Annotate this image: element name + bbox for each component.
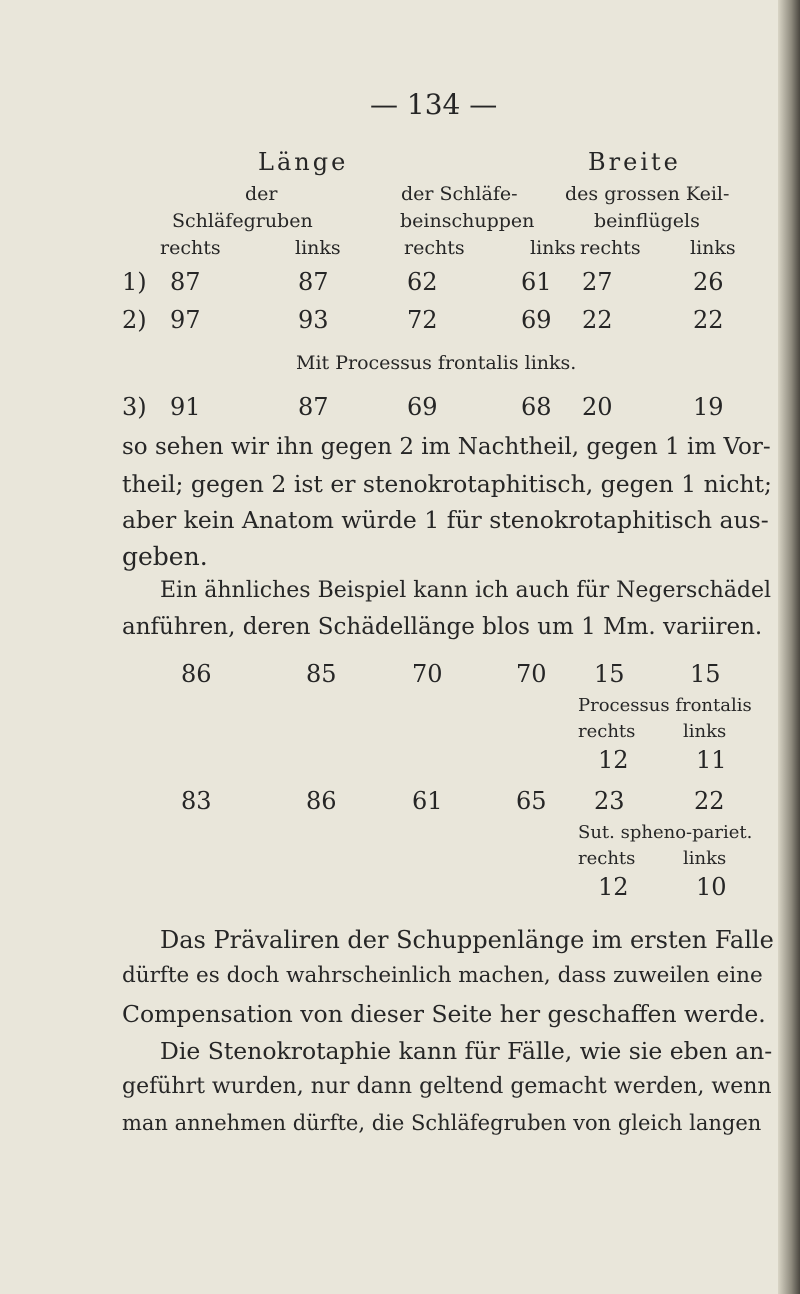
header-rechts-2: rechts [404, 237, 465, 259]
text-line: aber kein Anatom würde 1 für stenokrotaphitisch aus- [122, 506, 769, 534]
table-cell: 97 [170, 306, 201, 334]
row3-label: 3) [122, 393, 147, 421]
header-schlaefegruben-line1: der [245, 183, 278, 205]
table-cell: 68 [521, 393, 552, 421]
table-cell: 10 [696, 873, 727, 901]
table-cell: 91 [170, 393, 201, 421]
sub-title-sutura: Sut. spheno-pariet. [578, 822, 753, 843]
table-cell: 62 [407, 268, 438, 296]
header-laenge: Länge [258, 148, 349, 176]
table-cell: 85 [306, 660, 337, 688]
sub-rechts: rechts [578, 848, 636, 869]
table-cell: 69 [521, 306, 552, 334]
table-cell: 83 [181, 787, 212, 815]
table-cell: 27 [582, 268, 613, 296]
table-cell: 11 [696, 746, 727, 774]
text-line: Ein ähnliches Beispiel kann ich auch für Negerschädel [160, 578, 772, 603]
table-cell: 22 [693, 306, 724, 334]
table-cell: 65 [516, 787, 547, 815]
table-cell: 23 [594, 787, 625, 815]
table-cell: 22 [694, 787, 725, 815]
table-cell: 69 [407, 393, 438, 421]
sub-links: links [683, 848, 727, 869]
text-line: dürfte es doch wahrscheinlich machen, dass zuweilen eine [122, 963, 763, 988]
table-cell: 12 [598, 873, 629, 901]
page-number: — 134 — [370, 88, 498, 121]
table-cell: 86 [306, 787, 337, 815]
table-cell: 70 [516, 660, 547, 688]
sub-rechts: rechts [578, 721, 636, 742]
header-schuppen-line1: der Schläfe- [401, 183, 518, 205]
text-line: man annehmen dürfte, die Schläfegruben von gleich langen [122, 1111, 762, 1135]
table-cell: 72 [407, 306, 438, 334]
header-rechts-3: rechts [580, 237, 641, 259]
text-line: so sehen wir ihn gegen 2 im Nachtheil, gegen 1 im Vor- [122, 434, 771, 460]
table-cell: 19 [693, 393, 724, 421]
page-edge-shadow [778, 0, 800, 1294]
row2-label: 2) [122, 306, 147, 334]
text-line: geben. [122, 542, 208, 571]
table-cell: 70 [412, 660, 443, 688]
header-keil-line2: beinflügels [594, 210, 700, 232]
header-keil-line1: des grossen Keil- [565, 183, 730, 205]
header-rechts-1: rechts [160, 237, 221, 259]
header-breite: Breite [588, 148, 681, 176]
text-line: Compensation von dieser Seite her geschaffen werde. [122, 1000, 766, 1028]
table-cell: 93 [298, 306, 329, 334]
text-line: Das Prävaliren der Schuppenlänge im ersten Falle [160, 926, 774, 954]
table-cell: 87 [298, 268, 329, 296]
table-cell: 61 [521, 268, 552, 296]
text-line: geführt wurden, nur dann geltend gemacht werden, wenn [122, 1074, 772, 1099]
header-links-1: links [295, 237, 341, 259]
text-line: theil; gegen 2 ist er stenokrotaphitisch, gegen 1 nicht; [122, 470, 772, 498]
table-note: Mit Processus frontalis links. [296, 352, 577, 374]
text-line: anführen, deren Schädellänge blos um 1 Mm. variiren. [122, 614, 763, 640]
table-cell: 15 [690, 660, 721, 688]
table-cell: 61 [412, 787, 443, 815]
row1-label: 1) [122, 268, 147, 296]
table-cell: 12 [598, 746, 629, 774]
table-cell: 26 [693, 268, 724, 296]
header-links-2: links [530, 237, 576, 259]
header-schlaefegruben-line2: Schläfegruben [172, 210, 313, 232]
text-line: Die Stenokrotaphie kann für Fälle, wie sie eben an- [160, 1037, 773, 1065]
table-cell: 22 [582, 306, 613, 334]
table-cell: 15 [594, 660, 625, 688]
table-cell: 20 [582, 393, 613, 421]
header-schuppen-line2: beinschuppen [400, 210, 535, 232]
sub-title-processus: Processus frontalis [578, 695, 752, 716]
table-cell: 87 [298, 393, 329, 421]
header-links-3: links [690, 237, 736, 259]
table-cell: 86 [181, 660, 212, 688]
sub-links: links [683, 721, 727, 742]
table-cell: 87 [170, 268, 201, 296]
